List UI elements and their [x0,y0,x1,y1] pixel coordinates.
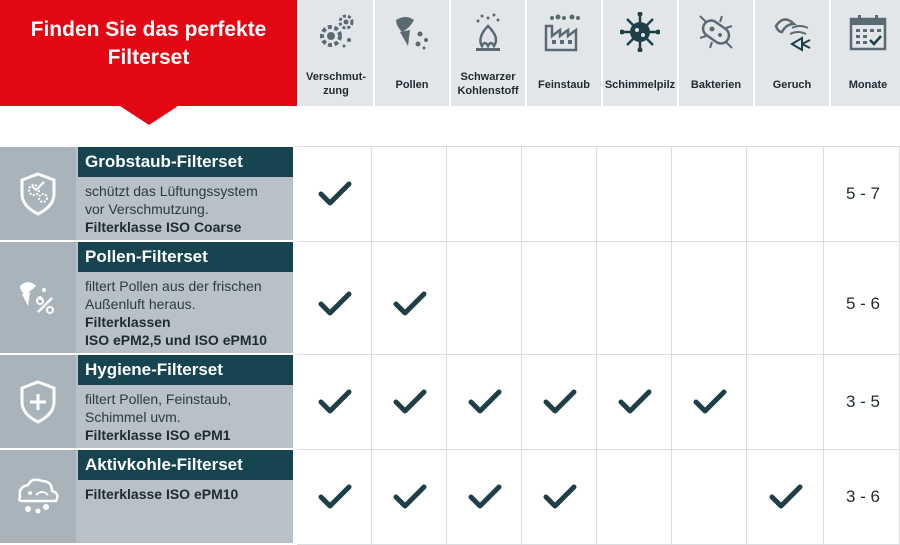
filterset-title: Pollen-Filterset [78,242,293,272]
checkmark-icon [393,388,427,416]
checkmark-icon [468,388,502,416]
checkmark-icon [769,483,803,511]
pollen-icon [392,12,432,52]
column-label: Verschmut- zung [306,71,366,97]
column-header-schimmelpilz [603,0,677,106]
description-line: schützt das Lüftungssystem [85,183,258,199]
grid-cell [447,242,522,355]
bacteria-icon [696,12,736,52]
description-line: Außenluft heraus. [85,296,196,312]
grid-cell [747,147,824,242]
filterset-description [85,182,293,236]
filterset-description [85,277,293,349]
grid-cell [672,147,747,242]
factory-icon [544,12,584,52]
column-label: Schwarzer Kohlenstoff [457,71,519,97]
banner-title [0,16,297,72]
grid-cell [747,242,824,355]
checkmark-icon [543,483,577,511]
description-line: filtert Pollen aus der frischen [85,278,262,294]
column-label: Pollen [395,79,429,91]
column-header-monate [831,0,900,106]
column-header-pollen [375,0,449,106]
grid-cell [597,242,672,355]
checkmark-icon [468,483,502,511]
column-header-feinstaub [527,0,601,106]
filter-class-text: Filterklasse ISO ePM10 [85,486,239,502]
grid-cell [597,450,672,545]
filterset-title: Grobstaub-Filterset [78,147,293,177]
grid-cell [522,147,597,242]
checkmark-icon [318,483,352,511]
months-value: 3 - 5 [845,391,881,411]
filterset-icon-cell [0,147,76,240]
checkmark-icon [543,388,577,416]
grid-cell [672,450,747,545]
checkmark-icon [318,290,352,318]
filterset-icon-cell [0,355,76,448]
checkmark-icon [393,483,427,511]
months-value: 3 - 6 [845,486,881,506]
column-label: Geruch [772,79,812,91]
column-header-geruch [755,0,829,106]
description-line: Schimmel uvm. [85,409,181,425]
filterset-description [85,485,293,503]
filterset-icon-cell [0,242,76,353]
months-value: 5 - 6 [845,293,881,313]
description-line: filtert Pollen, Feinstaub, [85,391,232,407]
checkmark-icon [693,388,727,416]
column-header-schwarzer-kohlenstoff [451,0,525,106]
filter-class-text: ISO ePM2,5 und ISO ePM10 [85,332,268,348]
column-label: Bakterien [690,79,742,91]
header-banner [0,0,297,125]
checkmark-icon [318,388,352,416]
column-label: Schimmelpilz [604,79,676,91]
filter-class-text: Filterklasse ISO ePM1 [85,427,231,443]
column-header-verschmutzung [299,0,373,106]
shield-plus-icon [10,374,66,430]
odor-fish-icon [772,12,812,52]
months-value: 5 - 7 [845,183,881,203]
table-top-border [297,146,900,147]
description-line: vor Verschmutzung. [85,201,209,217]
flame-soot-icon [468,12,508,52]
grid-cell [522,242,597,355]
virus-icon [620,12,660,52]
grid-cell [447,147,522,242]
column-header-bakterien [679,0,753,106]
grid-cell [372,147,447,242]
banner-title-line1: Finden Sie das perfekte [30,18,267,41]
filter-class-text: Filterklassen [85,314,171,330]
calendar-icon [848,12,888,52]
column-label: Feinstaub [538,79,590,91]
grid-cell [597,147,672,242]
odor-cloud-icon [10,469,66,525]
banner-title-line2: Filterset [107,46,190,69]
checkmark-icon [318,180,352,208]
pollen-percent-icon [10,270,66,326]
filterset-icon-cell [0,450,76,543]
shield-gears-icon [10,166,66,222]
gears-dirt-icon [316,12,356,52]
filter-class-text: Filterklasse ISO Coarse [85,219,242,235]
grid-cell [672,242,747,355]
column-label: Monate [848,79,888,91]
checkmark-icon [618,388,652,416]
grid-cell [747,355,824,450]
filterset-title: Hygiene-Filterset [78,355,293,385]
filterset-description [85,390,293,444]
checkmark-icon [393,290,427,318]
filterset-title: Aktivkohle-Filterset [78,450,293,480]
